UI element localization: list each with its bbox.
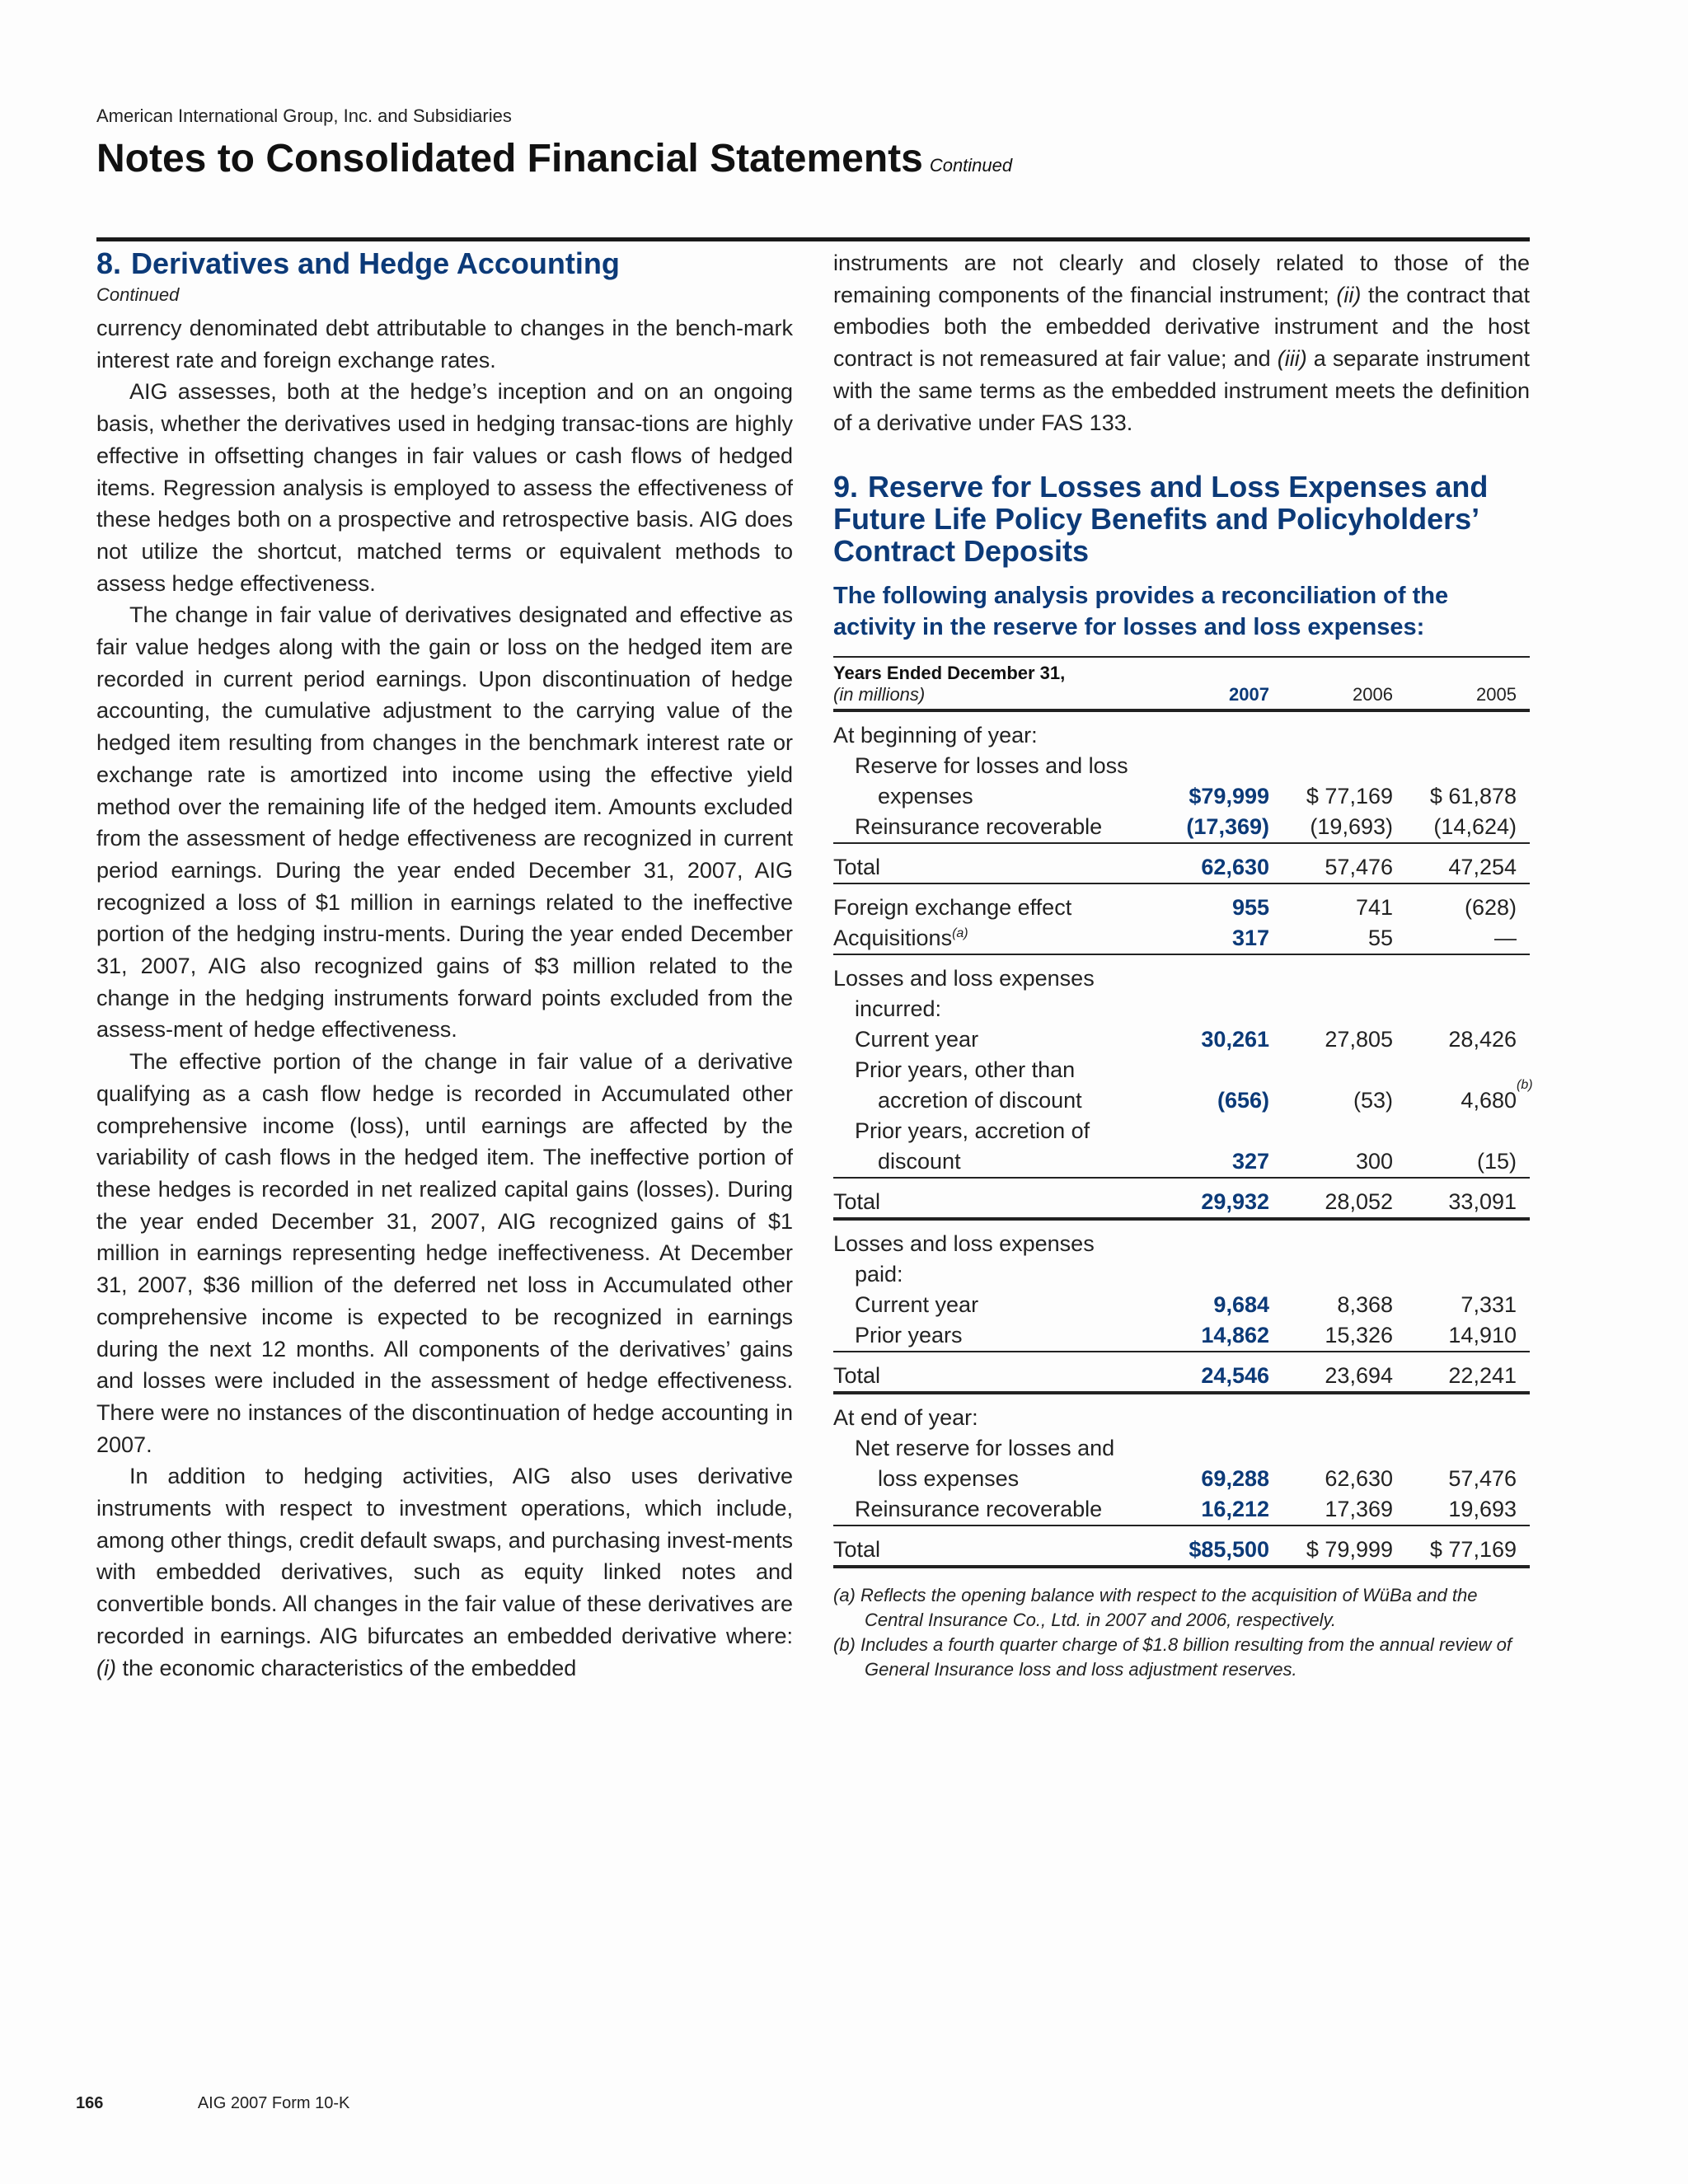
total-row [833, 843, 1530, 883]
cell-2005: (628) [1464, 895, 1517, 921]
cell-2006: 28,052 [1269, 1178, 1393, 1219]
paragraph-text: a separate instrument with the same terms as the embedded instrument meets the definition of a derivative under FAS 133. [833, 346, 1530, 435]
enumerator: (i) [96, 1655, 116, 1680]
section-9-number: 9. [833, 470, 859, 504]
section-8-number: 8. [96, 246, 122, 280]
cell-2007: 30,261 [1201, 1027, 1269, 1052]
page-title [96, 136, 1012, 181]
cell-value: 4,680 [1461, 1088, 1517, 1113]
cell-2007: 62,630 [1129, 843, 1269, 883]
row-label: Total [833, 1352, 1129, 1393]
row-heading: incurred: [855, 996, 942, 1022]
cell-2005: 14,910 [1393, 1320, 1530, 1352]
header-sublabel: (in millions) [833, 684, 926, 705]
table-row [833, 923, 1530, 954]
row-label: Prior years, other than [855, 1057, 1076, 1083]
cell-2006: 17,369 [1269, 1494, 1393, 1526]
section-8-continued: Continued [96, 284, 180, 305]
cell-2005: 57,476 [1448, 1466, 1517, 1492]
row-label: Net reserve for losses and [855, 1436, 1115, 1461]
section-9-title: Reserve for Losses and Loss Expenses and Future Life Policy Benefits and Policyholders’ Contract Deposits [833, 470, 1489, 569]
header-2006: 2006 [1269, 657, 1393, 710]
cell-2006: 15,326 [1269, 1320, 1393, 1352]
cell-2005: 7,331 [1461, 1292, 1517, 1318]
row-label: loss expenses [878, 1466, 1020, 1492]
table-row [833, 1259, 1530, 1290]
document-name: AIG 2007 Form 10-K [197, 2094, 350, 2112]
paragraph-text: the economic characteristics of the embedded [122, 1655, 577, 1680]
footnote-a: (a) Reflects the opening balance with respect to the acquisition of WüBa and the Central Insurance Co., Ltd. in 2007 and 2006, respectively. [833, 1585, 1478, 1631]
table-row [833, 1290, 1530, 1320]
left-column [96, 247, 793, 1684]
row-label: Reinsurance recoverable [833, 1494, 1129, 1526]
cell-2007: 327 [1129, 1146, 1269, 1178]
cell-2005: $ 77,169 [1393, 1526, 1530, 1567]
cell-2006: 8,368 [1337, 1292, 1393, 1318]
page-footer [76, 2094, 349, 2113]
header-2005: 2005 [1393, 657, 1530, 710]
row-label: accretion of discount [878, 1088, 1082, 1113]
footnote-marker: (a) [952, 926, 968, 941]
section-8-title: Derivatives and Hedge Accounting [131, 246, 620, 280]
row-label: Current year [855, 1027, 979, 1052]
table-intro: The following analysis provides a reconciliation of the activity in the reserve for losses and loss expenses: [833, 583, 1449, 641]
header-label: Years Ended December 31, [833, 663, 1066, 684]
cell-2005: 28,426 [1448, 1027, 1517, 1052]
row-heading: At beginning of year: [833, 723, 1038, 748]
table-row [833, 883, 1530, 923]
table-row [833, 994, 1530, 1024]
total-row [833, 1526, 1530, 1567]
total-row [833, 1178, 1530, 1219]
cell-2005: 19,693 [1393, 1494, 1530, 1526]
row-label: Total [833, 1178, 1129, 1219]
cell-2006: 55 [1269, 923, 1393, 954]
row-label: Current year [855, 1292, 979, 1318]
enumerator: (ii) [1336, 282, 1362, 307]
cell-2007: $85,500 [1129, 1526, 1269, 1567]
cell-2006: (53) [1353, 1088, 1393, 1113]
table-row [833, 1116, 1530, 1146]
paragraph-text: the contract that embodies both the embedded derivative instrument and the host contract is not remeasured at fair value; and [833, 282, 1530, 372]
row-label: Foreign exchange effect [833, 895, 1072, 921]
header-label-cell [833, 657, 1129, 710]
cell-2006: 741 [1355, 895, 1393, 921]
table-row [833, 1146, 1530, 1178]
cell-2005: 33,091 [1393, 1178, 1530, 1219]
row-heading: Losses and loss expenses [833, 966, 1095, 991]
table-row [833, 1393, 1530, 1433]
table-header-row [833, 657, 1530, 710]
row-label-text: Acquisitions [833, 926, 953, 951]
cell-2007: 955 [1231, 895, 1269, 921]
section-8-paragraph: AIG assesses, both at the hedge’s inception and on an ongoing basis, whether the derivatives used in hedging transac-tions are highly effective in offsetting changes in fair values or cash flows of hedged items. Regression analysis is employed to assess the effectiveness of these hedges both on a prospective and retrospective basis. AIG does not utilize the shortcut, matched terms or equivalent methods to assess hedge effectiveness. [96, 379, 793, 596]
table-row [833, 751, 1530, 781]
row-label: Prior years, accretion of [855, 1118, 1090, 1144]
company-name: American International Group, Inc. and Subsidiaries [96, 105, 512, 126]
table-row [833, 1219, 1530, 1259]
page-title-text: Notes to Consolidated Financial Statements [96, 137, 923, 180]
right-column [833, 247, 1533, 1682]
table-row [833, 954, 1530, 994]
cell-2006: $ 79,999 [1269, 1526, 1393, 1567]
row-heading: Losses and loss expenses [833, 1231, 1095, 1257]
section-8-paragraph: The change in fair value of derivatives designated and effective as fair value hedges along with the gain or loss on the hedged item are recorded in current period earnings. Upon discontinuation of hedge accounting, the cumulative adjustment to the carrying value of the hedged item resulting from changes in the benchmark interest rate or exchange rate is amortized into income using the effective yield method over the remaining life of the hedged item. Amounts excluded from the assessment of hedge effectiveness are recognized in current period earnings. During the year ended December 31, 2007, AIG recognized a loss of $1 million in earnings related to the ineffective portion of the hedging instru-ments. During the year ended December 31, 2007, AIG also recognized gains of $3 million related to the change in the hedging instruments forward points excluded from the assess-ment of hedge effectiveness. [96, 602, 793, 1043]
cell-2005: (14,624) [1393, 812, 1530, 843]
row-label: Total [833, 1526, 1129, 1567]
cell-2007: 24,546 [1129, 1352, 1269, 1393]
cell-2007: 29,932 [1129, 1178, 1269, 1219]
cell-2006: 300 [1269, 1146, 1393, 1178]
cell-2005: — [1393, 923, 1530, 954]
header-rule [96, 237, 1530, 241]
cell-2007: 9,684 [1213, 1292, 1269, 1318]
row-label: Reinsurance recoverable [833, 812, 1129, 843]
row-label: discount [833, 1146, 1129, 1178]
row-label: expenses [878, 784, 973, 809]
cell-2006: 62,630 [1325, 1466, 1393, 1492]
table-row [833, 1024, 1530, 1055]
section-9-heading [833, 471, 1530, 567]
cell-2007: (656) [1217, 1088, 1269, 1113]
table-row [833, 710, 1530, 751]
row-label: Total [833, 843, 1129, 883]
page-title-continued: Continued [929, 155, 1013, 176]
cell-2007: 14,862 [1129, 1320, 1269, 1352]
table-row [833, 812, 1530, 843]
section-8-paragraph: currency denominated debt attributable to changes in the bench-mark interest rate and foreign exchange rates. [96, 316, 793, 373]
section-8-paragraph [96, 1460, 793, 1684]
header-2007: 2007 [1129, 657, 1269, 710]
continued-paragraph [833, 247, 1530, 438]
table-row [833, 1464, 1530, 1494]
total-row [833, 1352, 1530, 1393]
table-footnotes [833, 1583, 1530, 1682]
table-row [833, 1433, 1530, 1464]
cell-2005: $ 61,878 [1429, 784, 1517, 809]
row-heading: paid: [855, 1262, 903, 1287]
page-number: 166 [76, 2094, 104, 2112]
table-row [833, 1320, 1530, 1352]
footnote-b: (b) Includes a fourth quarter charge of $1.8 billion resulting from the annual review of General Insurance loss and loss adjustment reserves. [833, 1634, 1512, 1680]
section-8-paragraph: The effective portion of the change in fair value of a derivative qualifying as a cash flow hedge is recorded in Accumulated other comprehensive income (loss), until earnings are affected by the variability of cash flows in the hedged item. The ineffective portion of these hedges is recorded in net realized capital gains (losses). During the year ended December 31, 2007, AIG recognized gains of $1 million in earnings representing hedge ineffectiveness. At December 31, 2007, $36 million of the deferred net loss in Accumulated other comprehensive income is expected to be recognized in earnings during the next 12 months. All components of the derivatives’ gains and losses were included in the assessment of hedge effectiveness. There were no instances of the discontinuation of hedge accounting in 2007. [96, 1049, 793, 1457]
cell-2007: 317 [1129, 923, 1269, 954]
table-row [833, 1085, 1530, 1116]
table-row [833, 1494, 1530, 1526]
cell-2006: 27,805 [1325, 1027, 1393, 1052]
row-label: Reserve for losses and loss [855, 753, 1128, 779]
cell-2005: 47,254 [1393, 843, 1530, 883]
section-8-heading [96, 247, 793, 279]
cell-2007: 69,288 [1201, 1466, 1269, 1492]
row-label [833, 923, 1129, 954]
enumerator: (iii) [1277, 346, 1307, 372]
cell-2005: (15) [1393, 1146, 1530, 1178]
row-heading: At end of year: [833, 1405, 978, 1431]
paragraph-text: instruments are not clearly and closely related to those of the remaining components of the financial instrument; [833, 251, 1530, 307]
cell-2005: 22,241 [1393, 1352, 1530, 1393]
cell-2007: (17,369) [1129, 812, 1269, 843]
paragraph-text: In addition to hedging activities, AIG also uses derivative instruments with respect to investment operations, which include, among other things, credit default swaps, and purchasing invest-ments with embedded derivatives, such as equity linked notes and convertible bonds. All changes in the fair value of these derivatives are recorded in earnings. AIG bifurcates an embedded derivative where: [96, 1464, 793, 1648]
table-row [833, 1055, 1530, 1085]
cell-2007: 16,212 [1129, 1494, 1269, 1526]
cell-2006: $ 77,169 [1306, 784, 1393, 809]
row-label: Prior years [833, 1320, 1129, 1352]
reserve-reconciliation-table [833, 656, 1533, 1568]
cell-2006: (19,693) [1269, 812, 1393, 843]
cell-2006: 23,694 [1269, 1352, 1393, 1393]
cell-2007: $79,999 [1189, 784, 1269, 809]
table-row [833, 781, 1530, 812]
cell-2006: 57,476 [1269, 843, 1393, 883]
cell-2005: 4,680 (b) [1461, 1078, 1533, 1113]
